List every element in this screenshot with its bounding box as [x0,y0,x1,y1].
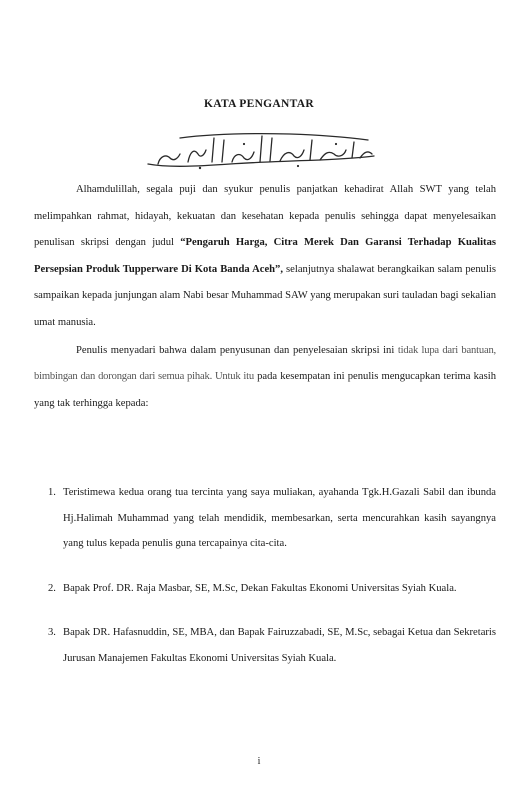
list-item-number: 3. [48,627,56,639]
basmala-calligraphy-drawing [140,128,380,174]
list-item-number: 2. [48,582,56,594]
paragraph-gratitude-text-start: Penulis menyadari bahwa dalam penyusunan dan penyelesaian skripsi ini [76,344,398,356]
paragraph-gratitude [34,338,496,418]
list-item-text: Bapak DR. Hafasnuddin, SE, MBA, dan Bapak Fairuzzabadi, SE, M.Sc, sebagai Ketua dan Sekretaris Jurusan Manajemen Fakultas Ekonomi Universitas Syiah Kuala. [63,627,496,664]
list-item [48,620,496,671]
paragraph-intro [34,177,496,337]
paragraph-intro-text-start: Alhamdulillah, segala puji dan syukur penulis panjatkan kehadirat Allah SWT yang telah melimpahkan rahmat, hidayah, kekuatan dan kesehatan kepada penulis sehingga dapat menyelesaikan penulisan skripsi dengan judul [34,184,496,249]
paragraph-intro-text-end: selanjutnya shalawat berangkaikan salam penulis sampaikan kepada junjungan alam Nabi besar Muhammad SAW yang merupakan suri tauladan bagi sekalian umat manusia. [34,263,496,328]
thesis-title: “Pengaruh Harga, Citra Merek Dan Garansi Terhadap Kualitas Persepsian Produk Tupperware Di Kota Banda Aceh”, [34,237,496,275]
body-text [34,177,496,417]
list-item-text: Teristimewa kedua orang tua tercinta yang saya muliakan, ayahanda Tgk.H.Gazali Sabil dan ibunda Hj.Halimah Muhammad yang telah mendidik, membesarkan, serta mencurahkan kasih sayangnya yang tulus kepada penulis guna tercapainya cita-cita. [63,487,496,550]
list-item [48,480,496,557]
page-number: i [257,756,261,767]
basmala-calligraphy [140,128,380,174]
acknowledgement-list [48,480,496,691]
paragraph-gratitude-text-end: pada kesempatan ini penulis mengucapkan terima kasih yang tak terhingga kepada: [34,371,496,409]
list-item-number: 1. [48,487,56,498]
list-item-text: Bapak Prof. DR. Raja Masbar, SE, M.Sc, Dekan Fakultas Ekonomi Universitas Syiah Kuala. [63,582,457,594]
list-item [48,576,496,602]
faded-text-line: tidak lupa dari bantuan, bimbingan dan dorongan dari semua pihak. Untuk itu [34,344,496,383]
page-title: KATA PENGANTAR [204,98,314,110]
